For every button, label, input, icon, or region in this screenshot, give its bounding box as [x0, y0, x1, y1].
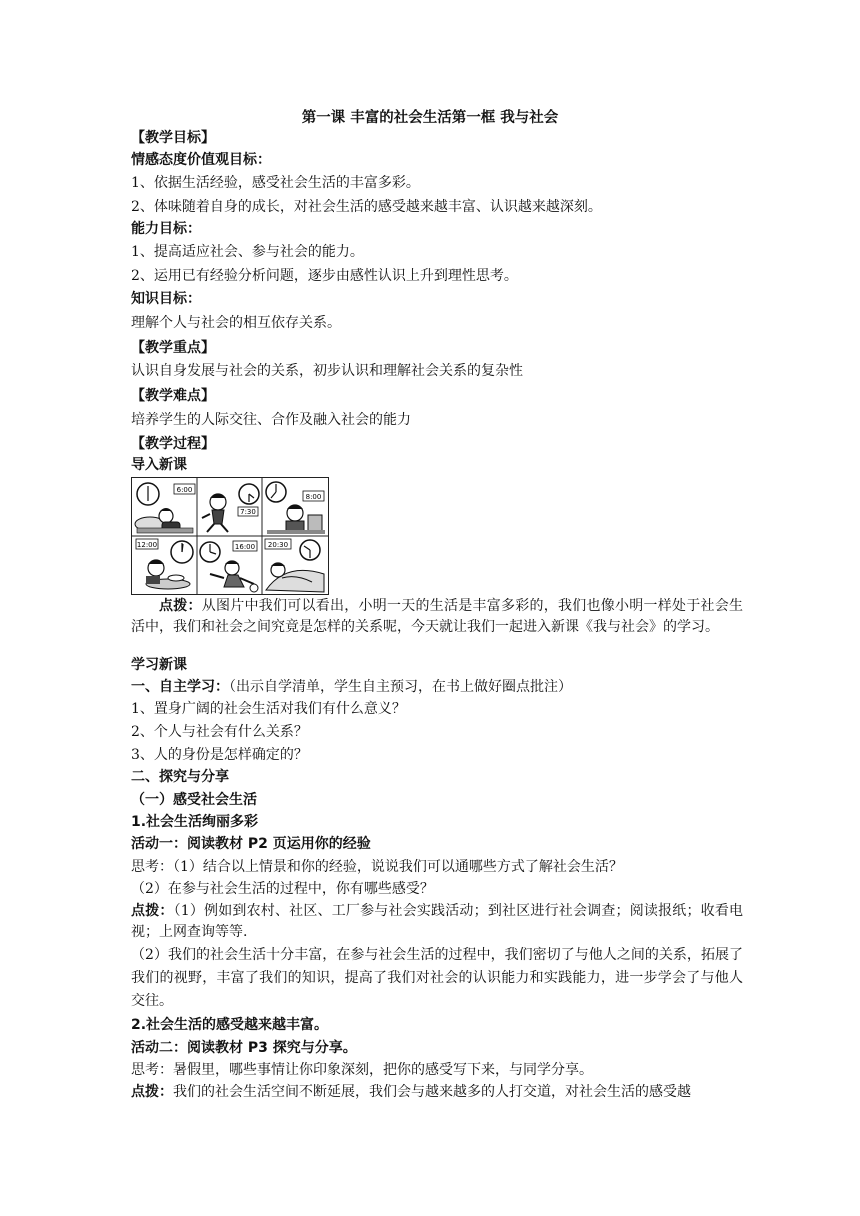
hint-1-paragraph [131, 901, 743, 943]
question-1: 1、置身广阔的社会生活对我们有什么意义？ [131, 701, 406, 717]
subheading-richer-feelings: 2.社会生活的感受越来越丰富。 [131, 1017, 329, 1033]
hint-1-paragraph-2: （2）我们的社会生活十分丰富，在参与社会生活的过程中，我们密切了与他人之间的关系，拓展了我们的视野，丰富了我们的知识，提高了我们对社会的认识能力和实践能力，进一步学会了与他人交往。 [131, 947, 743, 1009]
comic-panel-2 [202, 484, 259, 532]
ability-goal-1: 1、提高适应社会、参与社会的能力。 [131, 244, 364, 260]
comic-panel-5 [200, 541, 258, 592]
subheading-ability-goals: 能力目标： [131, 221, 201, 237]
self-study-label: 一、自主学习： [131, 679, 229, 695]
emotion-goal-1: 1、依据生活经验，感受社会生活的丰富多彩。 [131, 175, 420, 191]
comic-time-6: 20:30 [267, 541, 289, 549]
section-heading-difficulty: 【教学难点】 [131, 388, 215, 404]
subheading-feel-social-life: （一）感受社会生活 [131, 792, 257, 808]
comic-time-1: 6:00 [176, 486, 193, 494]
comic-panel-1 [135, 483, 195, 533]
comic-panel-4 [136, 539, 193, 589]
activity-2-heading: 活动二：阅读教材 P3 探究与分享。 [131, 1040, 357, 1056]
comic-panel-3 [266, 482, 325, 534]
intro-hint-paragraph [131, 596, 743, 638]
self-study-text: （出示自学清单，学生自主预习，在书上做好圈点批注） [229, 679, 572, 695]
daily-life-comic-illustration [131, 477, 329, 595]
comic-time-5: 16:00 [234, 543, 256, 551]
comic-panel-6 [265, 539, 324, 592]
hint-2-label: 点拨： [131, 1084, 173, 1100]
activity-1-heading: 活动一：阅读教材 P2 页运用你的经验 [131, 836, 371, 852]
ability-goal-2: 2、运用已有经验分析问题，逐步由感性认识上升到理性思考。 [131, 268, 518, 284]
question-3: 3、人的身份是怎样确定的？ [131, 747, 308, 763]
think-1-question-a: 思考：（1）结合以上情景和你的经验，说说我们可以通哪些方式了解社会生活？ [131, 859, 623, 875]
comic-time-3: 8:00 [305, 493, 322, 501]
focus-text: 认识自身发展与社会的关系，初步认识和理解社会关系的复杂性 [131, 363, 523, 379]
section-heading-focus: 【教学重点】 [131, 340, 215, 356]
think-2-question: 思考：暑假里，哪些事情让你印象深刻，把你的感受写下来，与同学分享。 [131, 1062, 593, 1078]
hint-2-text: 我们的社会生活空间不断延展，我们会与越来越多的人打交道，对社会生活的感受越 [173, 1084, 691, 1100]
subheading-intro: 导入新课 [131, 457, 187, 473]
subheading-emotion-goals: 情感态度价值观目标： [131, 152, 271, 168]
hint-1-text: （1）例如到农村、社区、工厂参与社会实践活动；到社区进行社会调查；阅读报纸；收看电视；上网查询等等. [131, 903, 744, 940]
think-1-question-b: （2）在参与社会生活的过程中，你有哪些感受？ [131, 881, 434, 897]
intro-hint-label: 点拨： [159, 598, 202, 614]
page-title: 第一课 丰富的社会生活第一框 我与社会 [301, 110, 559, 126]
section-heading-goals: 【教学目标】 [131, 130, 215, 146]
emotion-goal-2: 2、体味随着自身的成长，对社会生活的感受越来越丰富、认识越来越深刻。 [131, 199, 602, 215]
question-2: 2、个人与社会有什么关系？ [131, 724, 308, 740]
subheading-explore-share: 二、探究与分享 [131, 769, 229, 785]
intro-hint-text: 从图片中我们可以看出，小明一天的生活是丰富多彩的，我们也像小明一样处于社会生活中，我们和社会之间究竟是怎样的关系呢，今天就让我们一起进入新课《我与社会》的学习。 [131, 598, 743, 635]
subheading-colorful-life: 1.社会生活绚丽多彩 [131, 814, 259, 830]
hint-2-line [131, 1081, 743, 1103]
subheading-knowledge-goals: 知识目标： [131, 291, 201, 307]
difficulty-text: 培养学生的人际交往、合作及融入社会的能力 [131, 412, 411, 428]
hint-1-label: 点拨： [131, 903, 174, 919]
subheading-new-lesson: 学习新课 [131, 657, 187, 673]
comic-time-4: 12:00 [136, 541, 158, 549]
self-study-line [131, 676, 743, 698]
section-heading-process: 【教学过程】 [131, 436, 215, 452]
knowledge-goal-1: 理解个人与社会的相互依存关系。 [131, 315, 341, 331]
comic-time-2: 7:30 [240, 508, 256, 516]
